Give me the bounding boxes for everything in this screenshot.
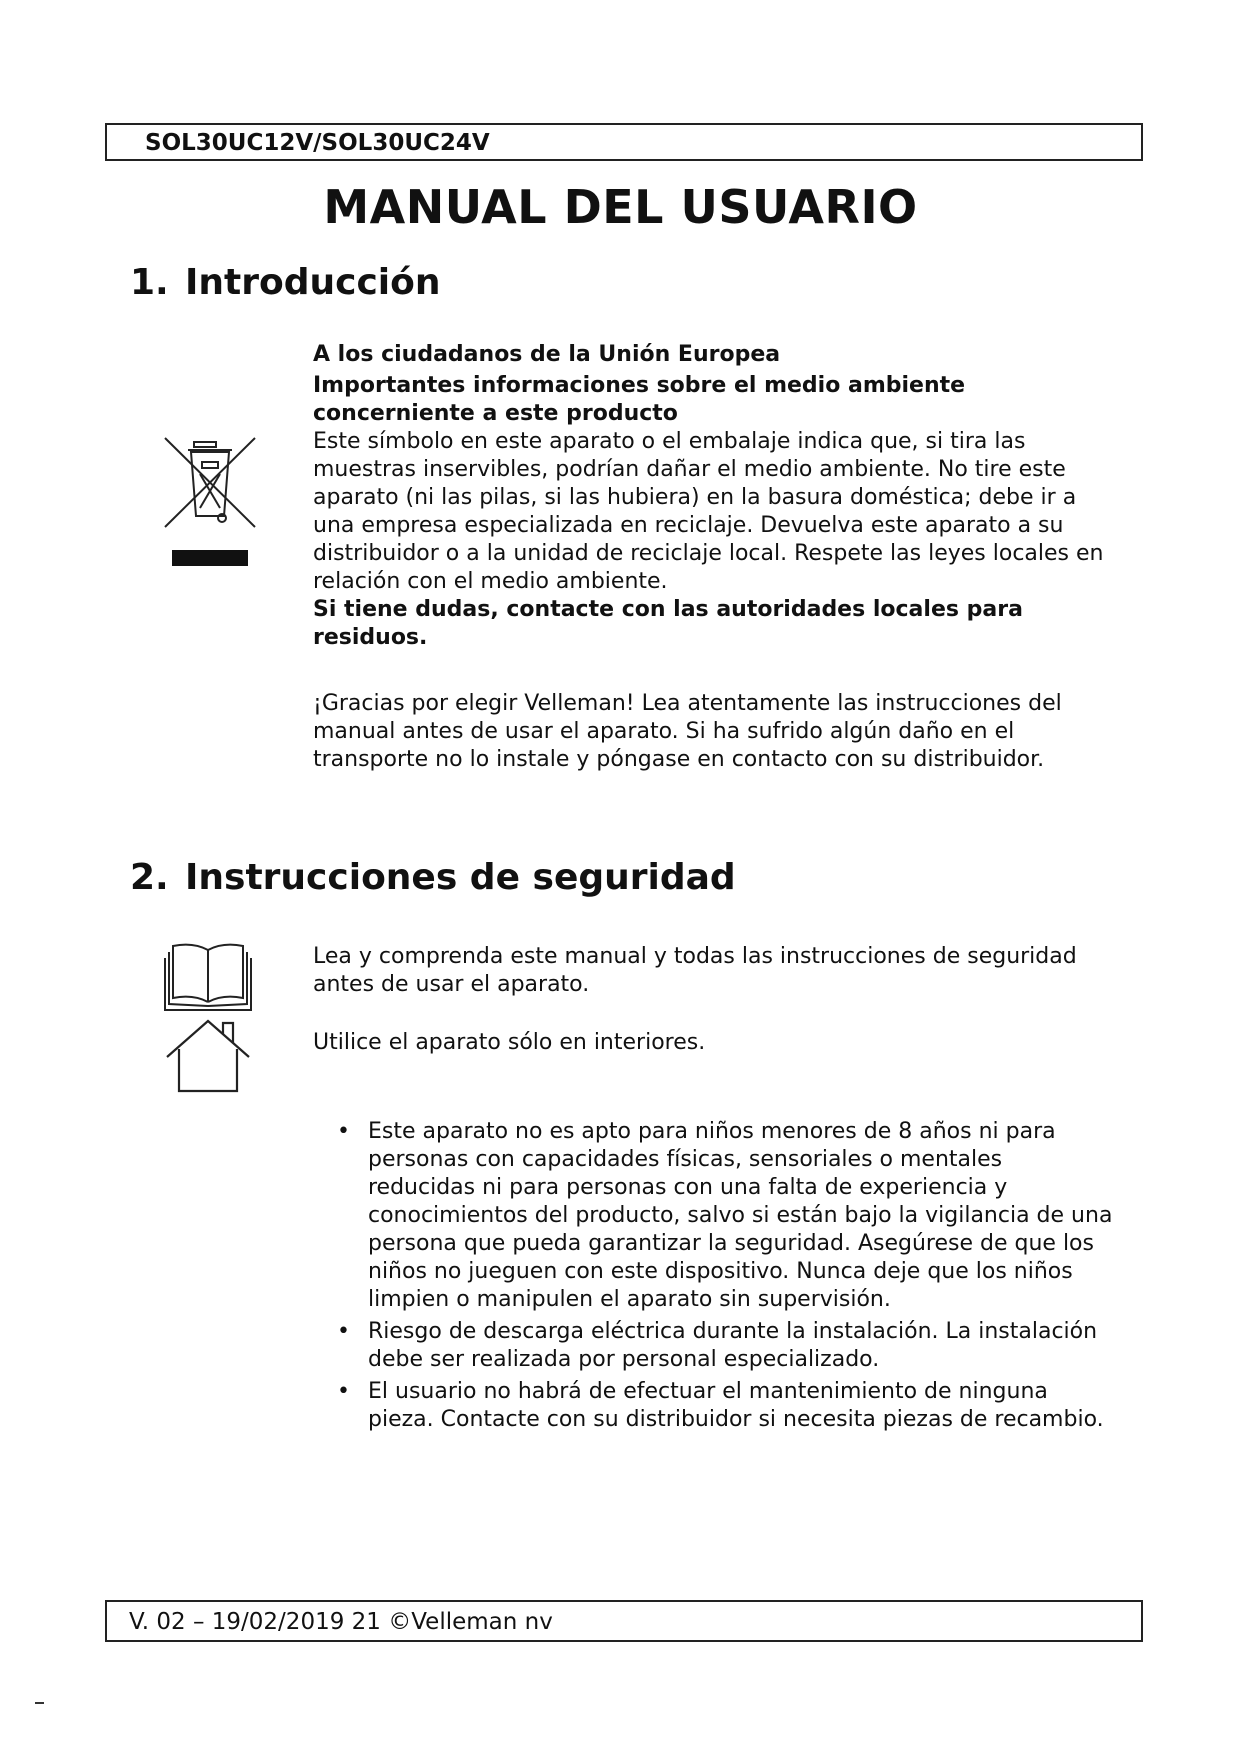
safety-bullet-list	[313, 1118, 1113, 1438]
indoor-use-note: Utilice el aparato sólo en interiores.	[313, 1030, 706, 1055]
section-1-number: 1.	[130, 262, 169, 303]
footer-text: V. 02 – 19/02/2019 21 ©Velleman nv	[129, 1609, 553, 1635]
section-1-heading	[130, 262, 441, 303]
bullet-marker: •	[337, 1319, 350, 1344]
crossed-out-wheelie-bin-icon	[160, 432, 260, 570]
section-2-title: Instrucciones de seguridad	[185, 857, 736, 898]
list-item	[313, 1318, 1113, 1374]
section-2-number: 2.	[130, 857, 169, 898]
list-item	[313, 1378, 1113, 1434]
safety-bullet-text: Este aparato no es apto para niños menores de 8 años ni para personas con capacidades físicas, sensoriales o mentales reducidas ni para personas con una falta de experiencia y conocimientos del producto, salvo si están bajo la vigilancia de una persona que pueda garantizar la seguridad. Asegúrese de que los niños no jueguen con este dispositivo. Nunca deje que los niños limpien o manipulen el aparato sin supervisión.	[368, 1119, 1113, 1312]
thanks-paragraph: ¡Gracias por elegir Velleman! Lea atentamente las instrucciones del manual antes de usar el aparato. Si ha sufrido algún daño en el transporte no lo instale y póngase en contacto con su distribuidor.	[313, 691, 1062, 772]
model-number: SOL30UC12V/SOL30UC24V	[145, 130, 490, 156]
env-info-title: Importantes informaciones sobre el medio ambiente concerniente a este producto	[313, 373, 966, 426]
safety-bullet-text: El usuario no habrá de efectuar el mantenimiento de ninguna pieza. Contacte con su distribuidor si necesita piezas de recambio.	[368, 1379, 1104, 1432]
env-info-body: Este símbolo en este aparato o el embalaje indica que, si tira las muestras inservibles, podrían dañar el medio ambiente. No tire este aparato (ni las pilas, si las hubiera) en la basura doméstica; debe ir a una empresa especializada en reciclaje. Devuelva este aparato a su distribuidor o a la unidad de reciclaje local. Respete las leyes locales en relación con el medio ambiente.	[313, 429, 1104, 594]
eu-notice	[313, 341, 1113, 652]
bullet-marker: •	[337, 1379, 350, 1404]
bullet-marker: •	[337, 1119, 350, 1144]
eu-notice-title: A los ciudadanos de la Unión Europea	[313, 342, 781, 367]
list-item	[313, 1118, 1113, 1314]
footer-box	[105, 1600, 1143, 1642]
env-contact-note: Si tiene dudas, contacte con las autoridades locales para residuos.	[313, 597, 1023, 650]
section-1-title: Introducción	[185, 262, 441, 303]
page-corner-mark	[35, 1702, 44, 1704]
header-box	[105, 123, 1143, 161]
safety-bullet-text: Riesgo de descarga eléctrica durante la instalación. La instalación debe ser realizada por personal especializado.	[368, 1319, 1098, 1372]
read-manual-note: Lea y comprenda este manual y todas las instrucciones de seguridad antes de usar el aparato.	[313, 944, 1077, 997]
section-2-heading	[130, 857, 736, 898]
house-icon	[163, 1017, 253, 1093]
document-title: MANUAL DEL USUARIO	[323, 180, 918, 234]
book-icon	[163, 940, 253, 1012]
